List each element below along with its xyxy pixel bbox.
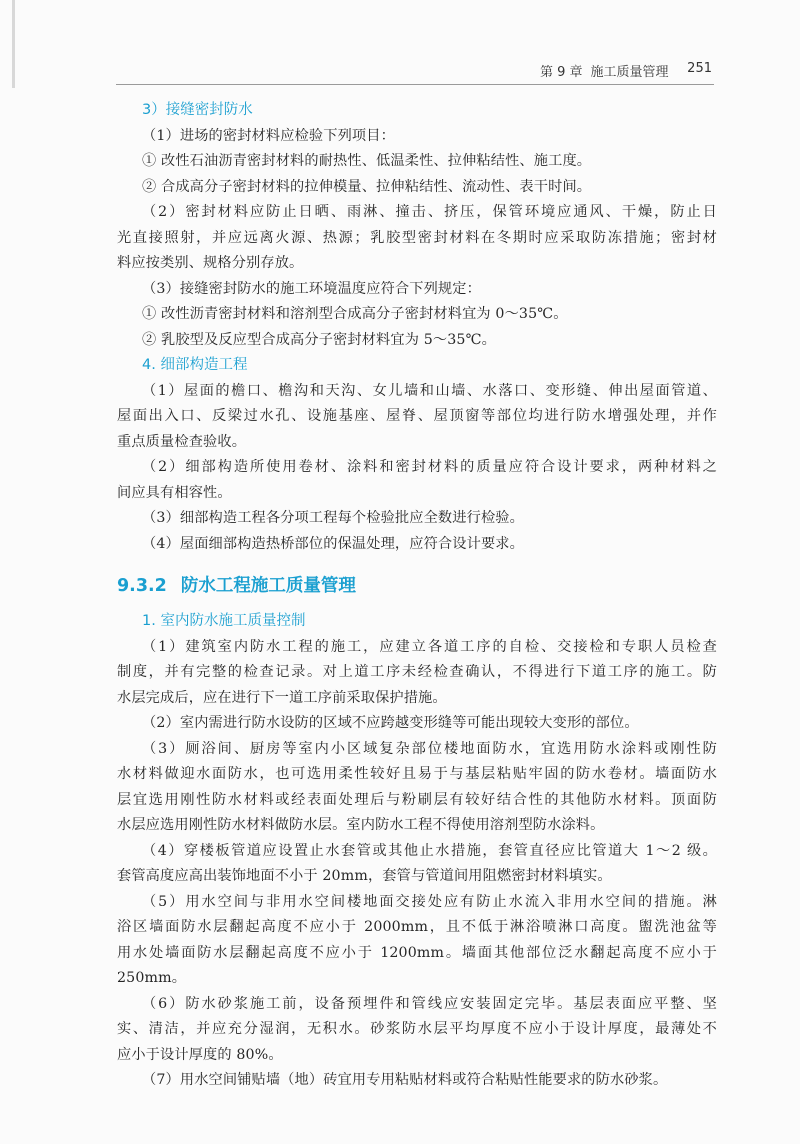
text-line: 实、清洁，并应充分湿润，无积水。砂浆防水层平均厚度不应小于设计厚度，最薄处不 [117,1021,717,1037]
section-group-2 [117,609,717,1094]
text-line: 间应具有相容性。 [117,484,232,501]
text-line: （2）室内需进行防水设防的区域不应跨越变形缝等可能出现较大变形的部位。 [142,715,639,731]
text-line: （1）建筑室内防水工程的施工，应建立各道工序的自检、交接检和专职人员检查 [142,638,717,655]
text-line: 用水处墙面防水层翻起高度不应小于 1200mm。墙面其他部位泛水翻起高度不应小于 [117,944,717,961]
text-line: ② 乳胶型及反应型合成高分子密封材料宜为 5～35℃。 [142,331,496,348]
text-line: 料应按类别、规格分别存放。 [117,255,304,271]
text-line: 水层完成后，应在进行下一道工序前采取保护措施。 [117,689,447,706]
text-line: （3）细部构造工程各分项工程每个检验批应全数进行检验。 [142,510,524,526]
paragraph [117,711,717,737]
text-line: （2）细部构造所使用卷材、涂料和密封材料的质量应符合设计要求，两种材料之 [142,459,717,475]
text-line: （6）防水砂浆施工前，设备预埋件和管线应安装固定完毕。基层表面应平整、坚 [142,995,717,1012]
text-line: 应小于设计厚度的 80%。 [117,1046,283,1063]
paragraph [117,455,717,506]
text-line: 250mm。 [117,970,187,986]
paragraph [117,839,717,890]
text-line: （1）进场的密封材料应检验下列项目： [142,127,395,144]
section-heading: 4. 细部构造工程 [142,357,248,373]
section-heading: 3）接缝密封防水 [142,102,253,118]
text-line: （7）用水空间铺贴墙（地）砖宜用专用粘贴材料或符合粘贴性能要求的防水砂浆。 [142,1072,668,1088]
page-number: 251 [687,61,712,76]
header-rule [116,84,714,85]
chapter-title: 施工质量管理 [590,65,669,80]
paragraph [117,992,717,1069]
paragraph [117,1068,717,1094]
paragraph [117,200,717,277]
subsection-number: 9.3.2 [117,576,167,596]
text-line: 水层应选用刚性防水材料做防水层。室内防水工程不得使用溶剂型防水涂料。 [117,817,605,833]
paragraph [117,277,717,303]
page-spine-edge [12,0,15,88]
text-line: 屋面出入口、反梁过水孔、设施基座、屋脊、屋顶窗等部位均进行防水增强处理，并作 [117,408,717,424]
paragraph [117,635,717,712]
text-line: 光直接照射，并应远离火源、热源；乳胶型密封材料在冬期时应采取防冻措施；密封材 [117,229,717,246]
subsection-heading [117,571,717,601]
paragraph [117,506,717,532]
text-line: （4）穿楼板管道应设置止水套管或其他止水措施，套管直径应比管道大 1～2 级。 [142,842,717,859]
text-line: ② 合成高分子密封材料的拉伸模量、拉伸粘结性、流动性、表干时间。 [142,178,592,195]
text-line: ① 改性石油沥青密封材料的耐热性、低温柔性、拉伸粘结性、施工度。 [142,153,592,169]
text-line: 浴区墙面防水层翻起高度不应小于 2000mm，且不低于淋浴喷淋口高度。盥洗池盆等 [117,919,717,935]
paragraph [117,124,717,150]
text-line: （2）密封材料应防止日晒、雨淋、撞击、挤压，保管环境应通风、干燥，防止日 [142,204,717,220]
paragraph [117,379,717,456]
section-group-1 [117,98,717,557]
paragraph [117,532,717,558]
running-header [540,61,712,81]
paragraph [117,328,717,354]
text-line: ① 改性沥青密封材料和溶剂型合成高分子密封材料宜为 0～35℃。 [142,306,568,322]
section-heading: 1. 室内防水施工质量控制 [142,613,306,629]
text-line: 套管高度应高出装饰地面不小于 20mm，套管与管道间用阻燃密封材料填实。 [117,868,612,884]
text-line: 水材料做迎水面防水，也可选用柔性较好且易于与基层粘贴牢固的防水卷材。墙面防水 [117,766,717,782]
text-line: （1）屋面的檐口、檐沟和天沟、女儿墙和山墙、水落口、变形缝、伸出屋面管道、 [142,382,717,399]
chapter-label: 第 9 章 [540,65,583,80]
paragraph [117,890,717,992]
text-line: （3）厕浴间、厨房等室内小区域复杂部位楼地面防水，宜选用防水涂料或刚性防 [142,740,717,757]
text-line: 制度，并有完整的检查记录。对上道工序未经检查确认，不得进行下道工序的施工。防 [117,664,717,680]
subsection-title: 防水工程施工质量管理 [180,576,356,596]
text-line: 重点质量检查验收。 [117,433,247,450]
text-line: （4）屋面细部构造热桥部位的保温处理，应符合设计要求。 [142,535,524,552]
text-line: （3）接缝密封防水的施工环境温度应符合下列规定： [142,280,481,297]
paragraph [117,737,717,839]
paragraph [117,302,717,328]
paragraph [117,149,717,175]
text-line: （5）用水空间与非用水空间楼地面交接处应有防止水流入非用水空间的措施。淋 [142,893,717,910]
paragraph [117,175,717,201]
page-body [117,98,717,1094]
text-line: 层宜选用刚性防水材料或经表面处理后与粉刷层有较好结合性的其他防水材料。顶面防 [117,791,717,808]
